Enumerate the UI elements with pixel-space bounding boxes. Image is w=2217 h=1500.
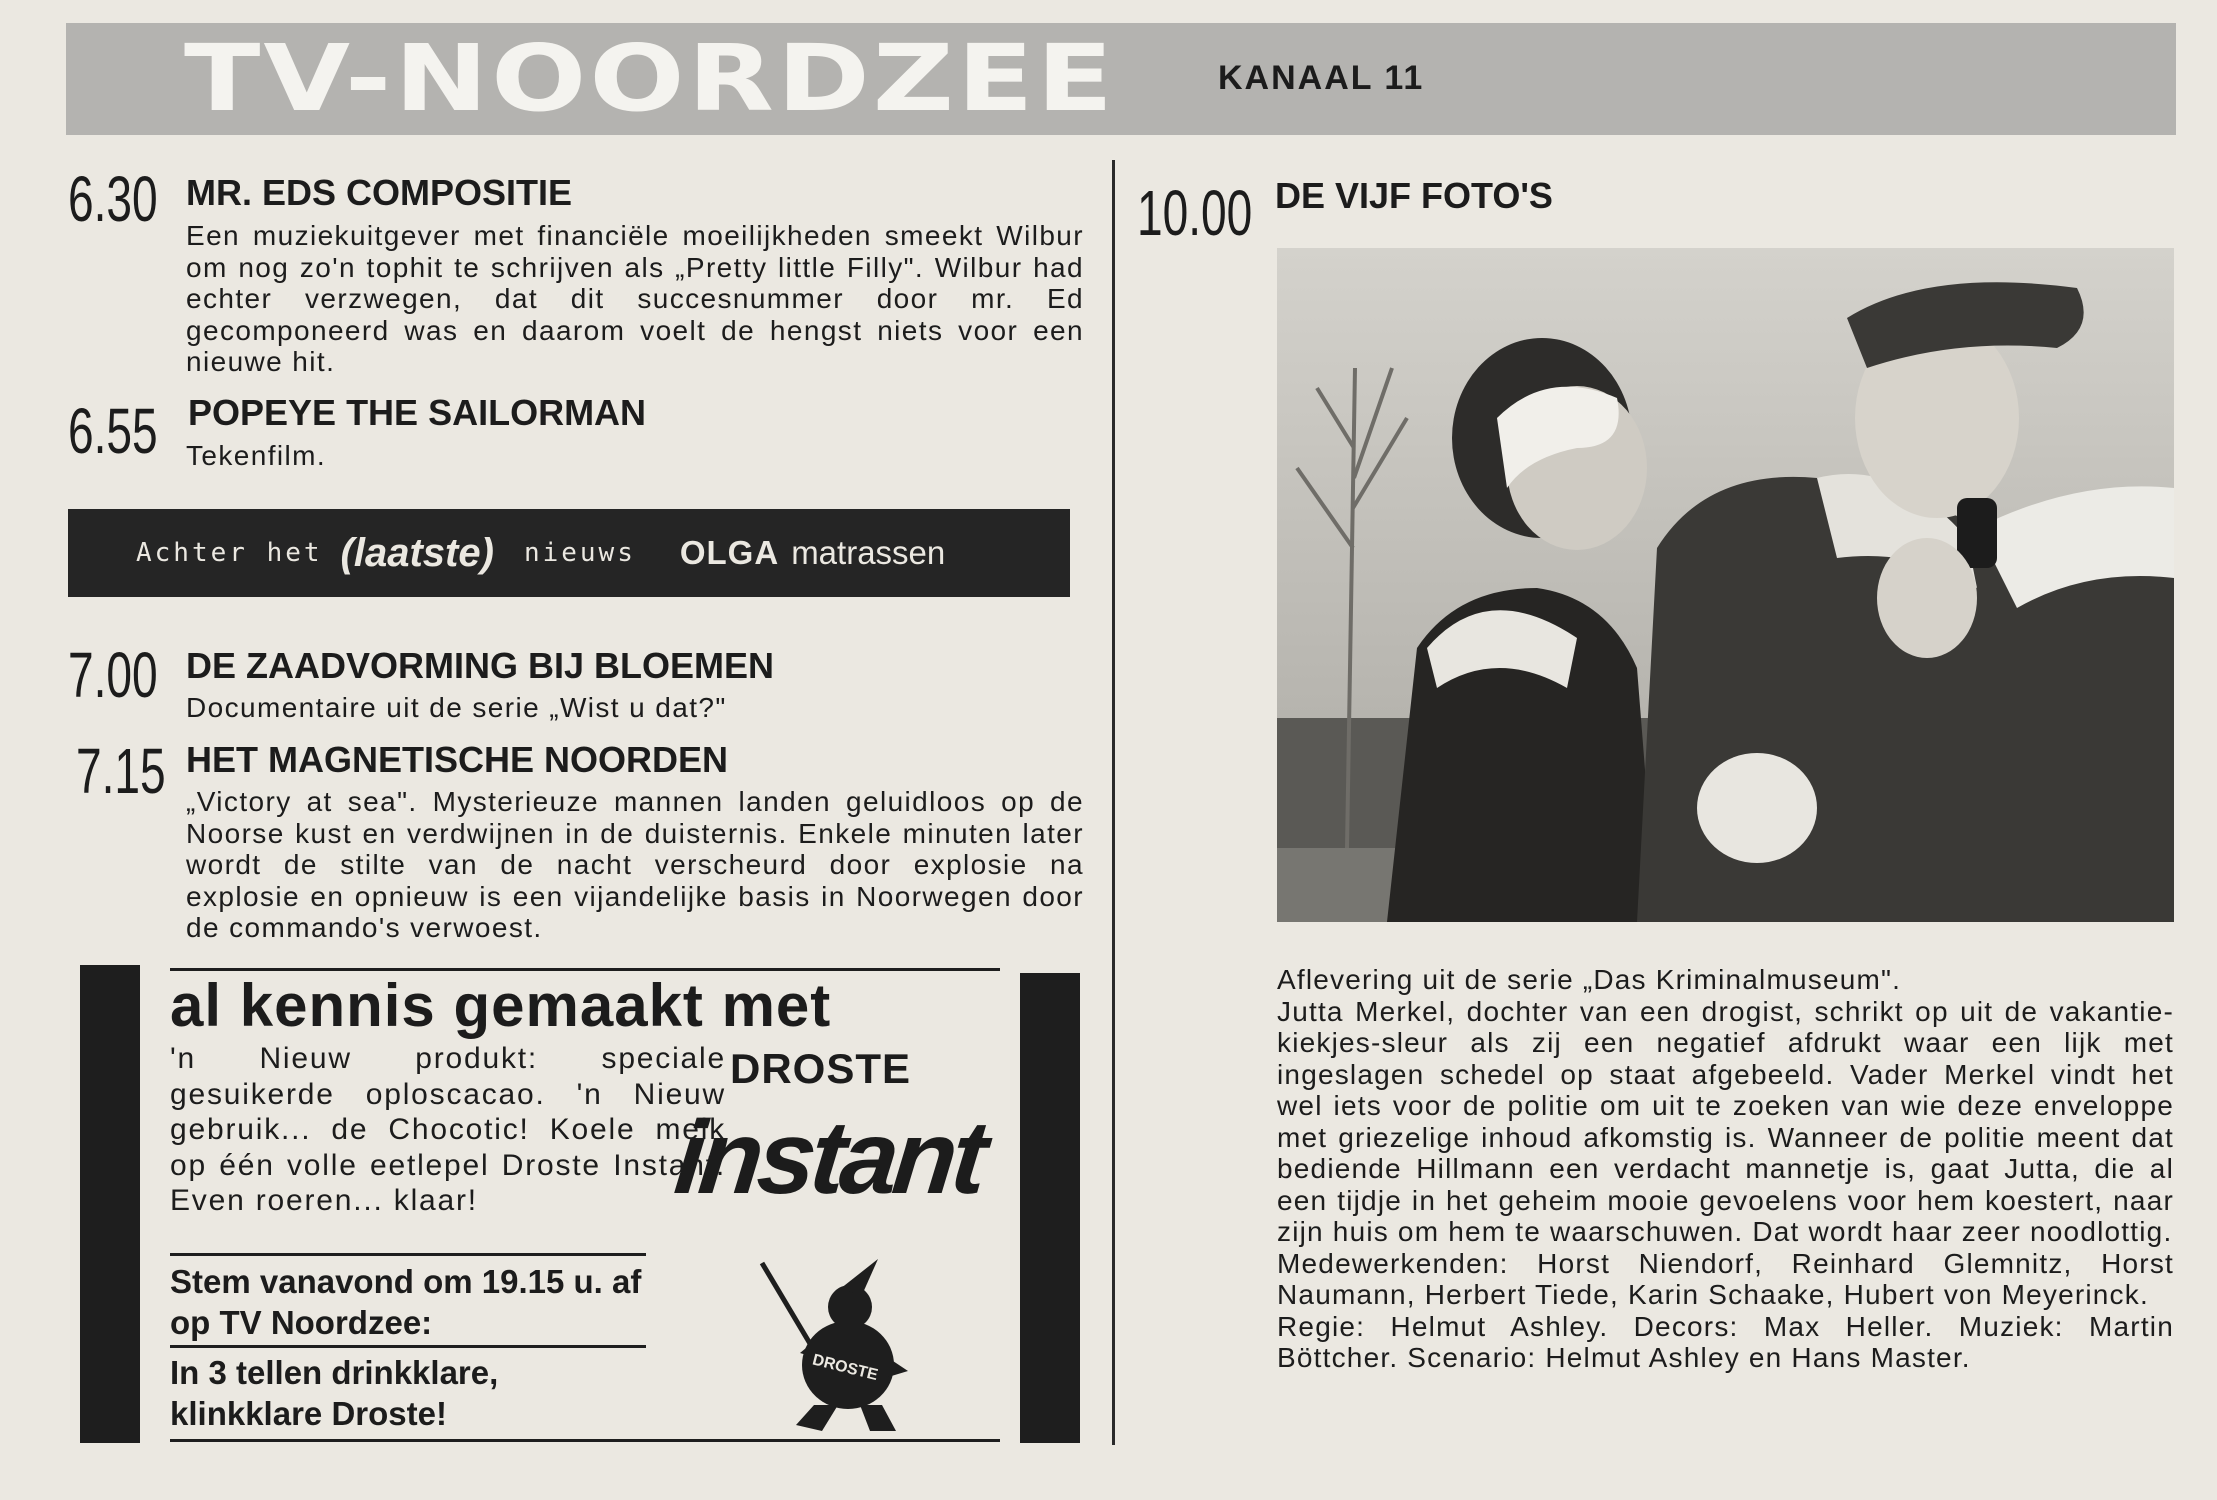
ad-text: nieuws [523,538,636,568]
ad-headline: al kennis gemaakt met [170,972,832,1039]
ad-rule [170,1253,646,1256]
program-title: MR. EDS COMPOSITIE [186,172,573,213]
ad-product-logo: instant [669,1100,989,1216]
ad-rule [170,1439,1000,1442]
program-time: 10.00 [1137,177,1253,249]
program-title: DE VIJF FOTO'S [1275,175,1553,216]
ad-body: 'n Nieuw produkt: speciale gesuikerde oploscacao. 'n Nieuw gebruik... de Chocotic! Koele melk op één volle eetlepel Droste Instant. Even roeren... klaar! [170,1042,726,1217]
program-photo [1277,248,2174,922]
droste-advertisement [80,965,1080,1443]
description-plot: Jutta Merkel, dochter van een drogist, schrikt op uit de vakantie-kiekjes-sleur als zij een negatief afdrukt waar een lijk met ingeslagen schedel op staat afgebeeld. Vader Merkel vindt het wel iets voor de politie om uit te zoeken van wie deze enveloppe met griezelige inhoud afkomstig is. Wanneer de politie meent dat bediende Hillmann een verdacht mannetje is, gaat Jutta, die al een tijdje in het geheim mooie gevoelens voor hem koestert, naar zijn huis om hem te waarschuwen. Dat wordt haar zeer noodlottig. [1277,995,2174,1247]
program-description [1277,964,2174,1374]
program-title: HET MAGNETISCHE NOORDEN [186,739,729,780]
description-credits: Regie: Helmut Ashley. Decors: Max Heller. Muziek: Martin Böttcher. Scenario: Helmut Ashley en Hans Master. [1277,1310,2174,1373]
ad-border-bar [80,965,140,1443]
ad-brand: OLGA [679,534,780,571]
header-banner [66,23,2176,135]
column-divider [1112,160,1115,1445]
program-time: 6.30 [68,163,158,235]
ad-border-bar [1020,973,1080,1443]
ad-rule [170,968,1000,971]
program-description: „Victory at sea". Mysterieuze mannen landen geluidloos op de Noorse kust en verdwijnen in de duisternis. Enkele minuten later wordt de stilte van de nacht verscheurd door explosie na explosie en opnieuw is een vijandelijke basis in Noorwegen door de commando's verwoest. [186,786,1084,943]
ad-text: Achter het [136,538,323,568]
program-time: 6.55 [68,395,158,467]
program-time: 7.15 [76,735,166,807]
program-description: Een muziekuitgever met financiële moeilijkheden smeekt Wilbur om nog zo'n tophit te schrijven als „Pretty little Filly". Wilbur had echter verzwegen, dat dit succesnummer door mr. Ed gecomponeerd was en daarom voelt de hengst niets voor een nieuwe hit. [186,220,1084,377]
channel-label: KANAAL 11 [1218,59,1425,97]
station-title: TV-NOORDZEE [184,25,1117,133]
ad-highlight: (laatste) [340,530,494,575]
ad-product: matrassen [791,534,946,571]
ad-brand: DROSTE [730,1045,912,1092]
program-title: DE ZAADVORMING BIJ BLOEMEN [186,645,775,686]
olga-ad-bar [68,509,1070,597]
program-description: Tekenfilm. [186,440,327,471]
ad-slogan: In 3 tellen drinkklare, klinkklare Droste! [170,1354,499,1432]
program-description: Documentaire uit de serie „Wist u dat?" [186,692,727,723]
description-cast: Medewerkenden: Horst Niendorf, Reinhard Glemnitz, Horst Naumann, Herbert Tiede, Karin Schaake, Hubert von Meyerinck. [1277,1247,2174,1310]
droste-mascot-icon [750,1255,950,1435]
program-time: 7.00 [68,639,158,711]
ad-rule [170,1345,646,1348]
ad-vote-call: Stem vanavond om 19.15 u. af op TV Noordzee: [170,1263,642,1341]
program-title: POPEYE THE SAILORMAN [188,392,647,433]
mascot-label: DROSTE [810,1351,880,1385]
description-intro: Aflevering uit de serie „Das Kriminalmuseum". [1277,964,1902,995]
